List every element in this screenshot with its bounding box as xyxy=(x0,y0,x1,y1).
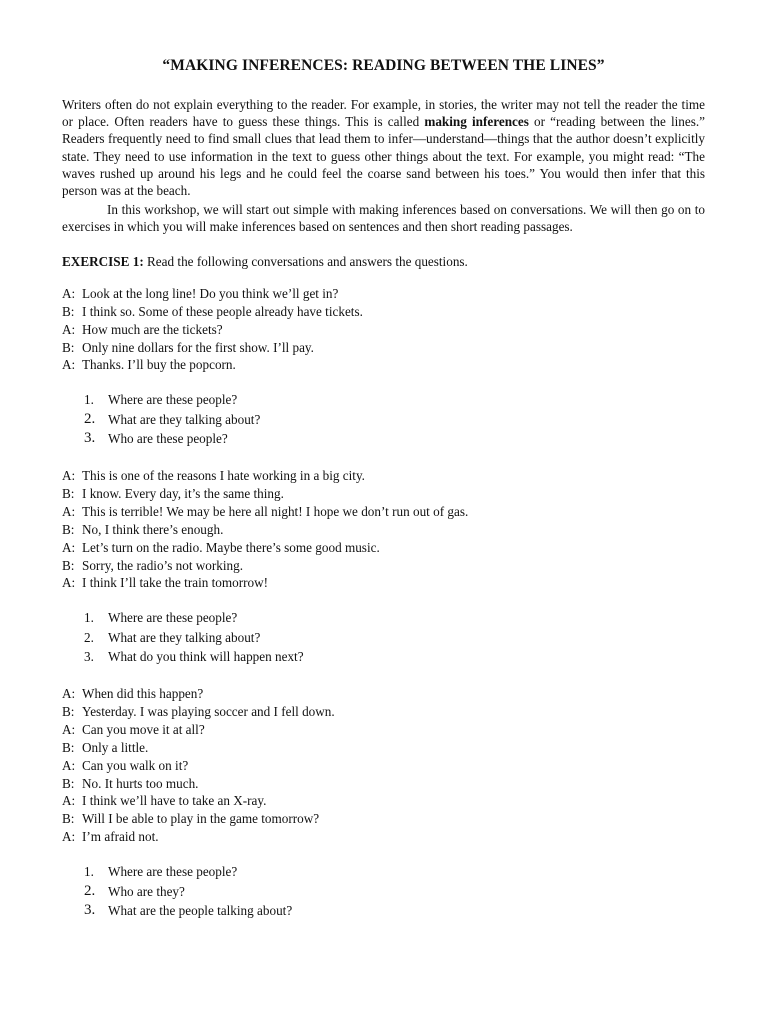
dialog-text: Will I be able to play in the game tomorrow? xyxy=(82,811,320,827)
document-page xyxy=(62,56,705,939)
dialog-line xyxy=(62,810,705,828)
dialog-text: Look at the long line! Do you think we’ll get in? xyxy=(82,285,339,301)
speaker-label: B: xyxy=(62,303,75,319)
conversations xyxy=(62,285,705,921)
question-text: Who are these people? xyxy=(108,431,228,447)
question-item xyxy=(84,901,705,921)
question-number: 2. xyxy=(84,629,94,645)
speaker-label: B: xyxy=(62,485,75,501)
dialog-text: No, I think there’s enough. xyxy=(82,521,224,537)
dialog-text: This is one of the reasons I hate working in a big city. xyxy=(82,468,365,484)
dialog-line xyxy=(62,503,705,521)
question-item xyxy=(84,390,705,410)
question-list-2 xyxy=(62,608,705,667)
dialog-text: I know. Every day, it’s the same thing. xyxy=(82,485,284,501)
intro-paragraph-2: In this workshop, we will start out simple with making inferences based on conversations. We will then go on to exercises in which you will make inferences based on sentences and then short reading passages. xyxy=(62,202,705,235)
question-number: 1. xyxy=(84,610,94,626)
speaker-label: A: xyxy=(62,575,76,591)
question-number: 1. xyxy=(84,864,94,880)
question-text: What are they talking about? xyxy=(108,629,261,645)
dialog-line xyxy=(62,685,705,703)
dialog-line xyxy=(62,792,705,810)
dialog-line xyxy=(62,303,705,321)
speaker-label: B: xyxy=(62,557,75,573)
dialog-line xyxy=(62,539,705,557)
dialog-line xyxy=(62,467,705,485)
speaker-label: B: xyxy=(62,703,75,719)
intro-text-1b: or “reading between the lines.” Readers frequently need to find small clues that lead them to infer—understand—things that the author doesn’t explicitly state. They need to use information in the text to guess other things about the text. For example, you might read: “The waves rushed up around his legs and he could feel the coarse sand between his toes.” You would then infer that this person was at the beach. xyxy=(62,114,706,199)
question-item xyxy=(84,608,705,628)
dialog-text: Yesterday. I was playing soccer and I fell down. xyxy=(82,703,335,719)
speaker-label: A: xyxy=(62,468,76,484)
question-text: Where are these people? xyxy=(108,864,238,880)
question-item xyxy=(84,647,705,667)
conversation-2 xyxy=(62,467,705,592)
dialog-text: No. It hurts too much. xyxy=(82,775,199,791)
dialog-text: Thanks. I’ll buy the popcorn. xyxy=(82,357,236,373)
exercise-instruction: Read the following conversations and answers the questions. xyxy=(143,253,468,269)
dialog-line xyxy=(62,521,705,539)
question-text: What are the people talking about? xyxy=(108,903,293,919)
dialog-line xyxy=(62,828,705,846)
dialog-text: I’m afraid not. xyxy=(82,829,159,845)
question-text: Where are these people? xyxy=(108,392,238,408)
conversation-1 xyxy=(62,285,705,374)
question-item xyxy=(84,862,705,882)
dialog-line xyxy=(62,703,705,721)
speaker-label: A: xyxy=(62,686,76,702)
dialog-text: Only nine dollars for the first show. I’ll pay. xyxy=(82,339,314,355)
speaker-label: A: xyxy=(62,829,76,845)
speaker-label: B: xyxy=(62,811,75,827)
speaker-label: A: xyxy=(62,721,76,737)
dialog-line xyxy=(62,557,705,575)
speaker-label: A: xyxy=(62,757,76,773)
dialog-text: Can you move it at all? xyxy=(82,721,205,737)
question-item xyxy=(84,628,705,648)
question-item xyxy=(84,410,705,430)
question-text: What are they talking about? xyxy=(108,411,261,427)
question-number: 1. xyxy=(84,392,94,408)
dialog-text: How much are the tickets? xyxy=(82,321,223,337)
question-number: 3. xyxy=(84,430,96,447)
dialog-text: When did this happen? xyxy=(82,686,204,702)
speaker-label: B: xyxy=(62,775,75,791)
question-text: Who are they? xyxy=(108,883,185,899)
dialog-text: This is terrible! We may be here all night! I hope we don’t run out of gas. xyxy=(82,503,469,519)
speaker-label: B: xyxy=(62,339,75,355)
exercise-heading xyxy=(62,253,705,270)
speaker-label: A: xyxy=(62,539,76,555)
question-number: 3. xyxy=(84,902,96,919)
conversation-3 xyxy=(62,685,705,846)
dialog-line xyxy=(62,485,705,503)
dialog-text: I think I’ll take the train tomorrow! xyxy=(82,575,269,591)
intro-paragraph-1 xyxy=(62,96,705,199)
speaker-label: A: xyxy=(62,503,76,519)
question-number: 3. xyxy=(84,649,94,665)
exercise-label: EXERCISE 1: xyxy=(62,253,144,269)
question-text: What do you think will happen next? xyxy=(108,649,304,665)
dialog-text: Sorry, the radio’s not working. xyxy=(82,557,244,573)
question-number: 2. xyxy=(84,882,96,899)
speaker-label: A: xyxy=(62,285,76,301)
dialog-line xyxy=(62,775,705,793)
question-text: Where are these people? xyxy=(108,610,238,626)
question-number: 2. xyxy=(84,410,96,427)
speaker-label: A: xyxy=(62,357,76,373)
dialog-text: Can you walk on it? xyxy=(82,757,189,773)
intro-bold-term: making inferences xyxy=(424,114,529,130)
question-item xyxy=(84,429,705,449)
dialog-text: I think we’ll have to take an X-ray. xyxy=(82,793,267,809)
dialog-line xyxy=(62,339,705,357)
question-item xyxy=(84,882,705,902)
dialog-line xyxy=(62,739,705,757)
dialog-line xyxy=(62,721,705,739)
dialog-text: Let’s turn on the radio. Maybe there’s some good music. xyxy=(82,539,380,555)
dialog-line xyxy=(62,321,705,339)
speaker-label: A: xyxy=(62,793,76,809)
page-title: “MAKING INFERENCES: READING BETWEEN THE LINES” xyxy=(162,57,605,74)
intro-text-1a: Writers often do not explain everything to the reader. For example, in stories, the writer may not tell the reader the time or place. Often readers have to guess these things. This is called xyxy=(62,97,705,130)
dialog-text: I think so. Some of these people already have tickets. xyxy=(82,303,363,319)
speaker-label: B: xyxy=(62,739,75,755)
question-list-3 xyxy=(62,862,705,921)
speaker-label: A: xyxy=(62,321,76,337)
dialog-text: Only a little. xyxy=(82,739,149,755)
speaker-label: B: xyxy=(62,521,75,537)
dialog-line xyxy=(62,285,705,303)
question-list-1 xyxy=(62,390,705,449)
dialog-line xyxy=(62,356,705,374)
dialog-line xyxy=(62,757,705,775)
dialog-line xyxy=(62,574,705,592)
